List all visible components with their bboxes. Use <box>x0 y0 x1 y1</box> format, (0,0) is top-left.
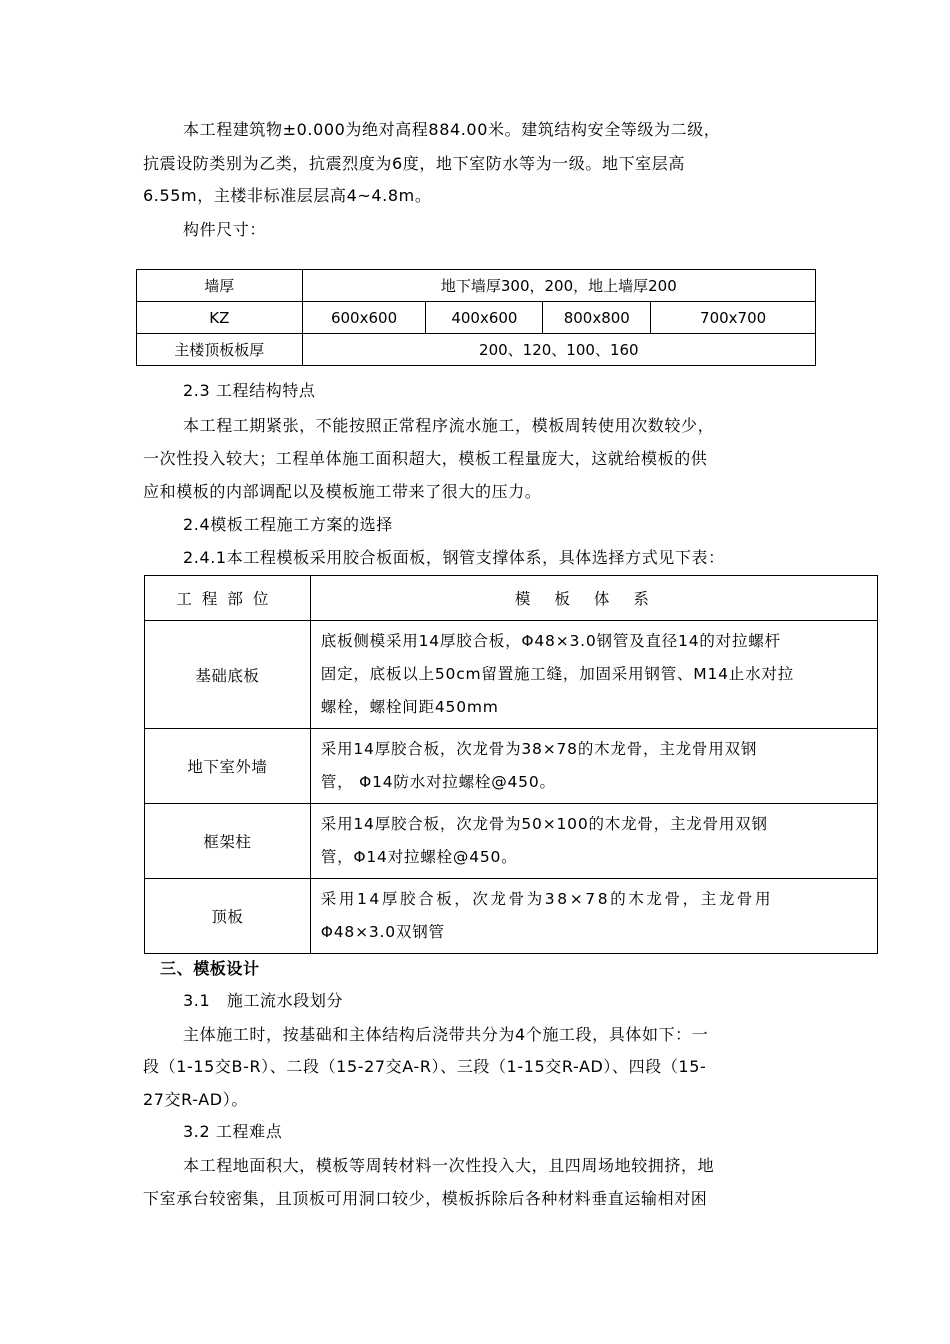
para1-line3: 6.55m，主楼非标准层层高4~4.8m。 <box>143 186 432 205</box>
section-2-4-heading: 2.4模板工程施工方案的选择 <box>183 515 393 534</box>
s32-line1: 本工程地面积大，模板等周转材料一次性投入大，且四周场地较拥挤，地 <box>183 1156 715 1175</box>
part-cell: 地下室外墙 <box>145 729 311 804</box>
kz-label: KZ <box>137 302 303 334</box>
slab-thickness-value: 200、120、100、160 <box>302 334 815 366</box>
para1-line1: 本工程建筑物±0.000为绝对高程884.00米。建筑结构安全等级为二级， <box>183 120 721 139</box>
s31-line1: 主体施工时，按基础和主体结构后浇带共分为4个施工段，具体如下：一 <box>183 1025 709 1044</box>
part-cell: 框架柱 <box>145 804 311 879</box>
s31-line3: 27交R-AD）。 <box>143 1090 248 1109</box>
slab-thickness-label: 主楼顶板板厚 <box>137 334 303 366</box>
kz-size-4: 700x700 <box>651 302 816 334</box>
kz-size-1: 600x600 <box>302 302 426 334</box>
header-system: 模板体系 <box>310 576 877 621</box>
part-cell: 顶板 <box>145 879 311 954</box>
system-cell: 采用14厚胶合板，次龙骨为38×78的木龙骨，主龙骨用双钢 管， Φ14防水对拉螺栓@450。 <box>310 729 877 804</box>
table-header-row <box>145 576 878 621</box>
table-row <box>145 879 878 954</box>
section-2-3-heading: 2.3 工程结构特点 <box>183 381 316 400</box>
s23-line1: 本工程工期紧张，不能按照正常程序流水施工，模板周转使用次数较少， <box>183 416 715 435</box>
s23-line3: 应和模板的内部调配以及模板施工带来了很大的压力。 <box>143 482 542 501</box>
table-row <box>145 621 878 729</box>
table-row <box>137 334 816 366</box>
section-2-4-1-text: 2.4.1本工程模板采用胶合板面板，钢管支撑体系，具体选择方式见下表： <box>183 548 725 567</box>
dims-label: 构件尺寸： <box>183 220 267 239</box>
wall-thickness-label: 墙厚 <box>137 270 303 302</box>
system-cell: 底板侧模采用14厚胶合板，Φ48×3.0钢管及直径14的对拉螺杆 固定，底板以上50cm留置施工缝，加固采用钢管、M14止水对拉 螺栓，螺栓间距450mm <box>310 621 877 729</box>
dimensions-table <box>136 269 816 366</box>
table-row <box>137 302 816 334</box>
s32-line2: 下室承台较密集，且顶板可用洞口较少，模板拆除后各种材料垂直运输相对困 <box>143 1189 708 1208</box>
table-row <box>137 270 816 302</box>
part-cell: 基础底板 <box>145 621 311 729</box>
section-3-title: 三、模板设计 <box>160 959 260 978</box>
kz-size-3: 800x800 <box>543 302 651 334</box>
system-cell: 采用14厚胶合板，次龙骨为50×100的木龙骨，主龙骨用双钢 管，Φ14对拉螺栓@450。 <box>310 804 877 879</box>
wall-thickness-value: 地下墙厚300，200，地上墙厚200 <box>302 270 815 302</box>
para1-line2: 抗震设防类别为乙类，抗震烈度为6度，地下室防水等为一级。地下室层高 <box>143 154 685 173</box>
section-3-2-heading: 3.2 工程难点 <box>183 1122 283 1141</box>
table-row <box>145 729 878 804</box>
header-part: 工程部位 <box>145 576 311 621</box>
kz-size-2: 400x600 <box>426 302 543 334</box>
table-row <box>145 804 878 879</box>
s23-line2: 一次性投入较大；工程单体施工面积超大，模板工程量庞大，这就给模板的供 <box>143 449 708 468</box>
formwork-table <box>144 575 878 954</box>
section-3-1-heading: 3.1 施工流水段划分 <box>183 991 344 1010</box>
system-cell: 采用14厚胶合板，次龙骨为38×78的木龙骨，主龙骨用 Φ48×3.0双钢管 <box>310 879 877 954</box>
s31-line2: 段（1-15交B-R）、二段（15-27交A-R）、三段（1-15交R-AD）、四段（15- <box>143 1057 707 1076</box>
